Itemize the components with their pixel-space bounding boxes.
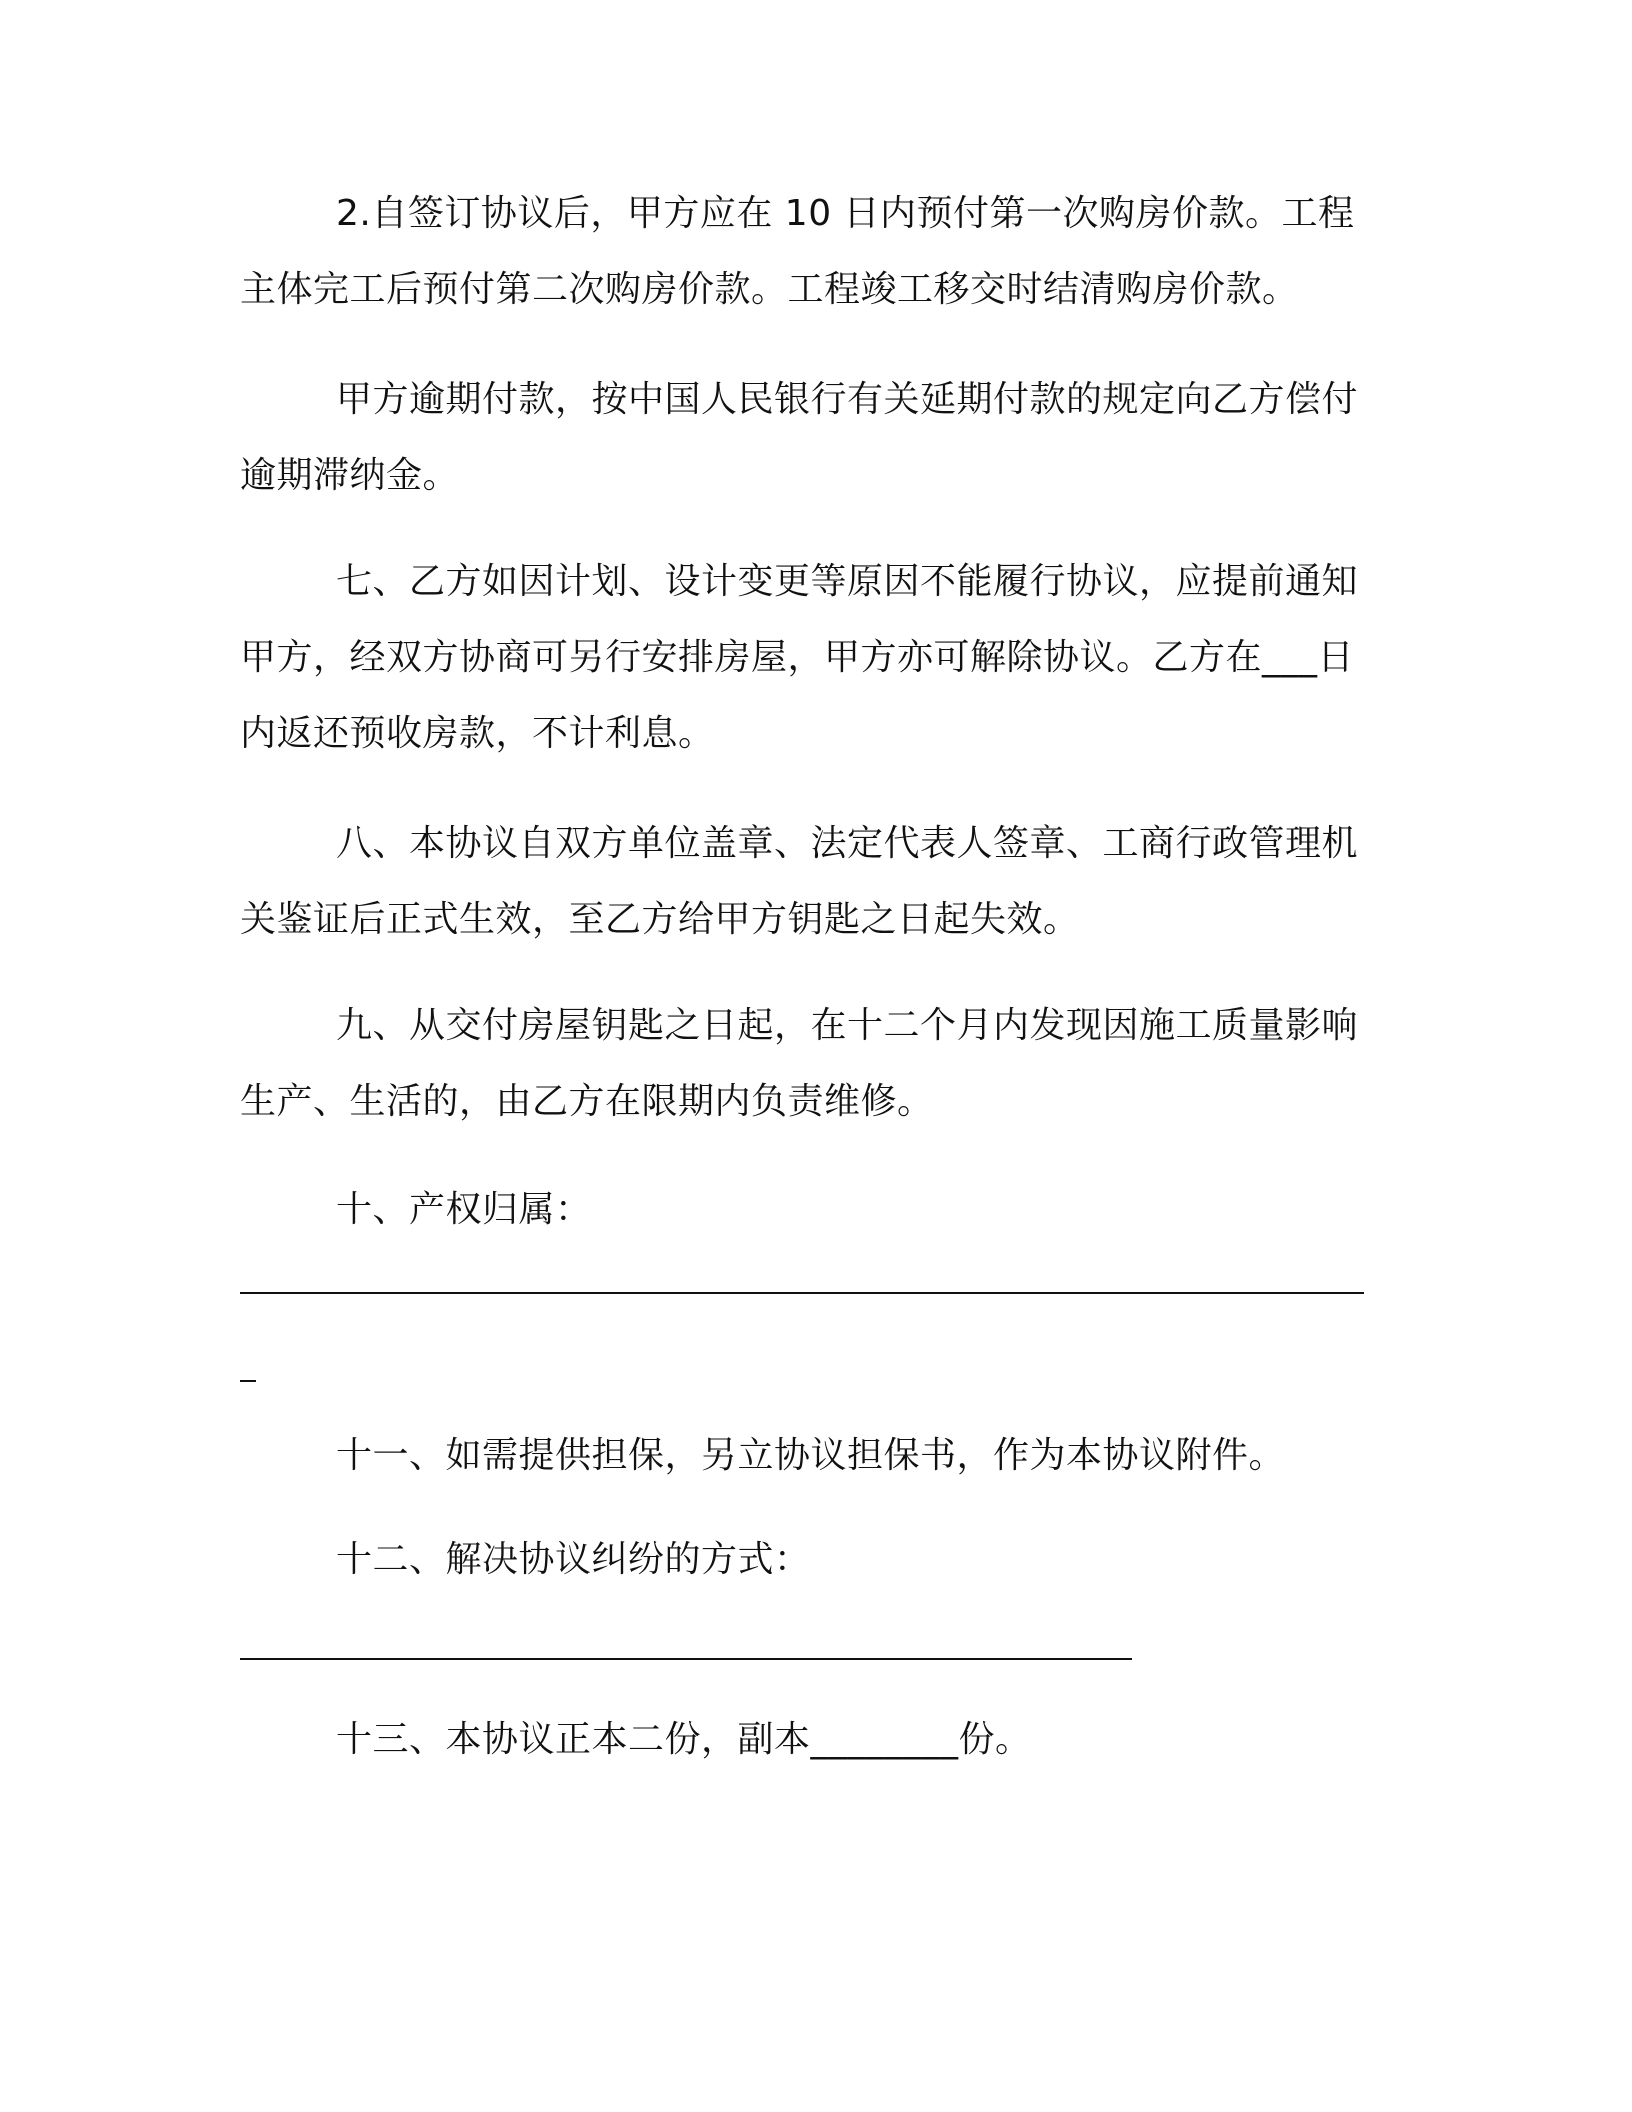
paragraph-clause-9: 九、从交付房屋钥匙之日起，在十二个月内发现因施工质量影响生产、生活的，由乙方在限期内负责维修。: [240, 1005, 1359, 1122]
paragraph-clause-10: 十、产权归属：: [336, 1189, 592, 1230]
dispute-resolution-blank-line: [240, 1658, 1132, 1660]
property-rights-blank-line-continuation: [240, 1380, 256, 1382]
property-rights-blank-line: [240, 1292, 1364, 1294]
paragraph-clause-11: 十一、如需提供担保，另立协议担保书，作为本协议附件。: [336, 1435, 1286, 1476]
paragraph-payment-schedule: 2.自签订协议后，甲方应在 10 日内预付第一次购房价款。工程主体完工后预付第二次购房价款。工程竣工移交时结清购房价款。: [240, 193, 1355, 310]
paragraph-clause-12: 十二、解决协议纠纷的方式：: [336, 1539, 811, 1580]
paragraph-late-payment: 甲方逾期付款，按中国人民银行有关延期付款的规定向乙方偿付逾期滞纳金。: [240, 379, 1359, 496]
paragraph-clause-7: 七、乙方如因计划、设计变更等原因不能履行协议，应提前通知甲方，经双方协商可另行安排房屋，甲方亦可解除协议。乙方在___日内返还预收房款，不计利息。: [240, 561, 1359, 754]
paragraph-clause-13: 十三、本协议正本二份，副本________份。: [336, 1719, 1032, 1760]
paragraph-clause-8: 八、本协议自双方单位盖章、法定代表人签章、工商行政管理机关鉴证后正式生效，至乙方给甲方钥匙之日起失效。: [240, 823, 1359, 940]
